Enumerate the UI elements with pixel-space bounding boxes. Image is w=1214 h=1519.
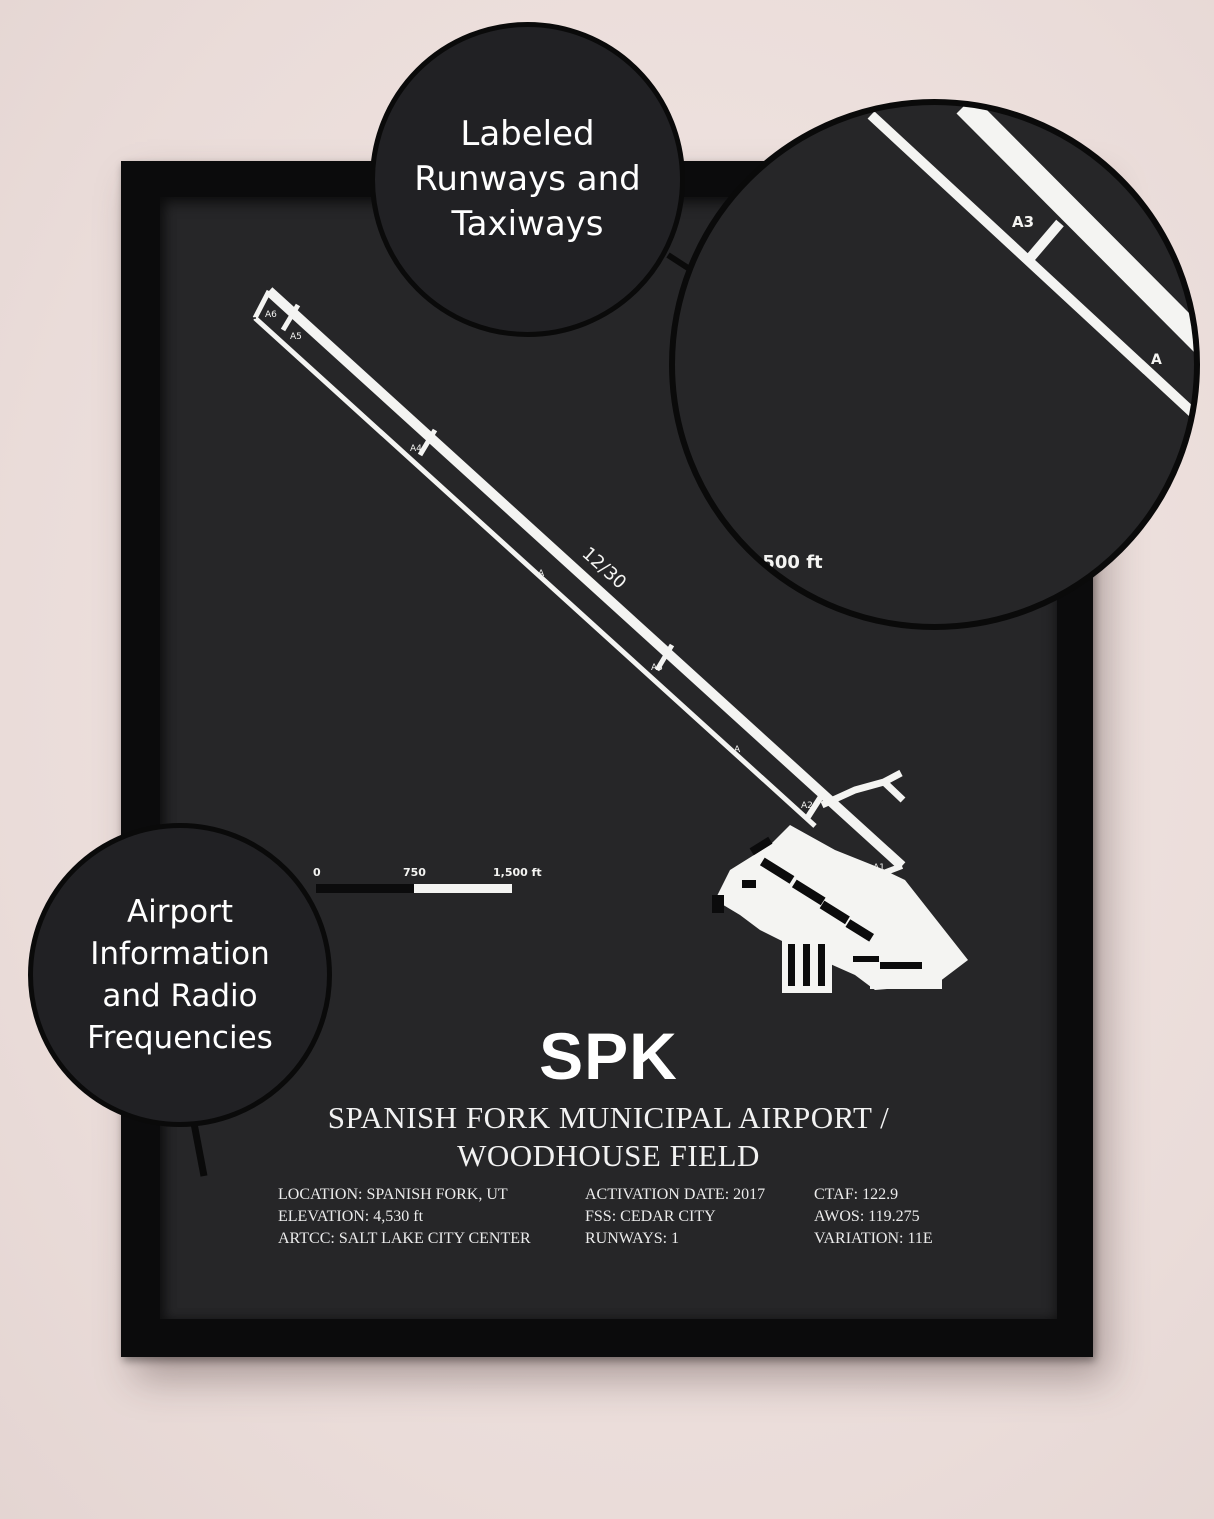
info-column-2 <box>585 1184 765 1250</box>
info-artcc: ARTCC: SALT LAKE CITY CENTER <box>278 1230 531 1247</box>
apron-area <box>712 825 968 993</box>
info-column-3 <box>814 1184 933 1250</box>
runway-label: 12/30 <box>577 543 631 594</box>
airport-name-line1: SPANISH FORK MUNICIPAL AIRPORT / <box>327 1100 890 1135</box>
scale-bar <box>313 866 542 893</box>
info-activation-date: ACTIVATION DATE: 2017 <box>585 1186 766 1203</box>
scale-tick-end: 1,500 ft <box>493 866 542 879</box>
info-location: LOCATION: SPANISH FORK, UT <box>278 1186 508 1203</box>
label-a4: A4 <box>410 444 422 454</box>
label-a5: A5 <box>290 332 302 342</box>
scale-tick-750: 750 <box>403 866 426 879</box>
label-a2: A2 <box>801 801 813 811</box>
zoom-scale-fragment: 1,500 ft <box>743 552 823 573</box>
info-column-1 <box>278 1184 531 1250</box>
zoom-detail-circle <box>669 99 1200 630</box>
info-runways: RUNWAYS: 1 <box>585 1230 680 1247</box>
info-variation: VARIATION: 11E <box>814 1230 933 1247</box>
label-a6: A6 <box>265 310 277 320</box>
zoom-connector-a3 <box>1031 223 1060 257</box>
info-callout-text: Airport Information and Radio Frequencies <box>87 894 273 1056</box>
airport-name-line2: WOODHOUSE FIELD <box>457 1138 760 1173</box>
taxiway-spur-end <box>884 782 903 800</box>
runways-callout-text: Labeled Runways and Taxiways <box>414 114 641 244</box>
label-a3: A3 <box>651 663 663 673</box>
info-elevation: ELEVATION: 4,530 ft <box>278 1208 424 1225</box>
label-a1: A1 <box>873 863 885 873</box>
scale-tick-0: 0 <box>313 866 321 879</box>
runways-callout <box>370 22 685 337</box>
airport-code: SPK <box>539 1019 678 1093</box>
label-a-1: A <box>538 569 545 579</box>
info-ctaf: CTAF: 122.9 <box>814 1186 899 1203</box>
zoom-label-a3: A3 <box>1012 213 1035 231</box>
runways-callout-pointer <box>668 255 688 268</box>
info-callout <box>28 823 332 1127</box>
info-fss: FSS: CEDAR CITY <box>585 1208 716 1225</box>
zoom-label-a: A <box>1151 352 1162 368</box>
info-awos: AWOS: 119.275 <box>814 1208 920 1225</box>
zoom-detail-svg <box>675 105 1200 630</box>
label-a-2: A <box>734 745 741 755</box>
